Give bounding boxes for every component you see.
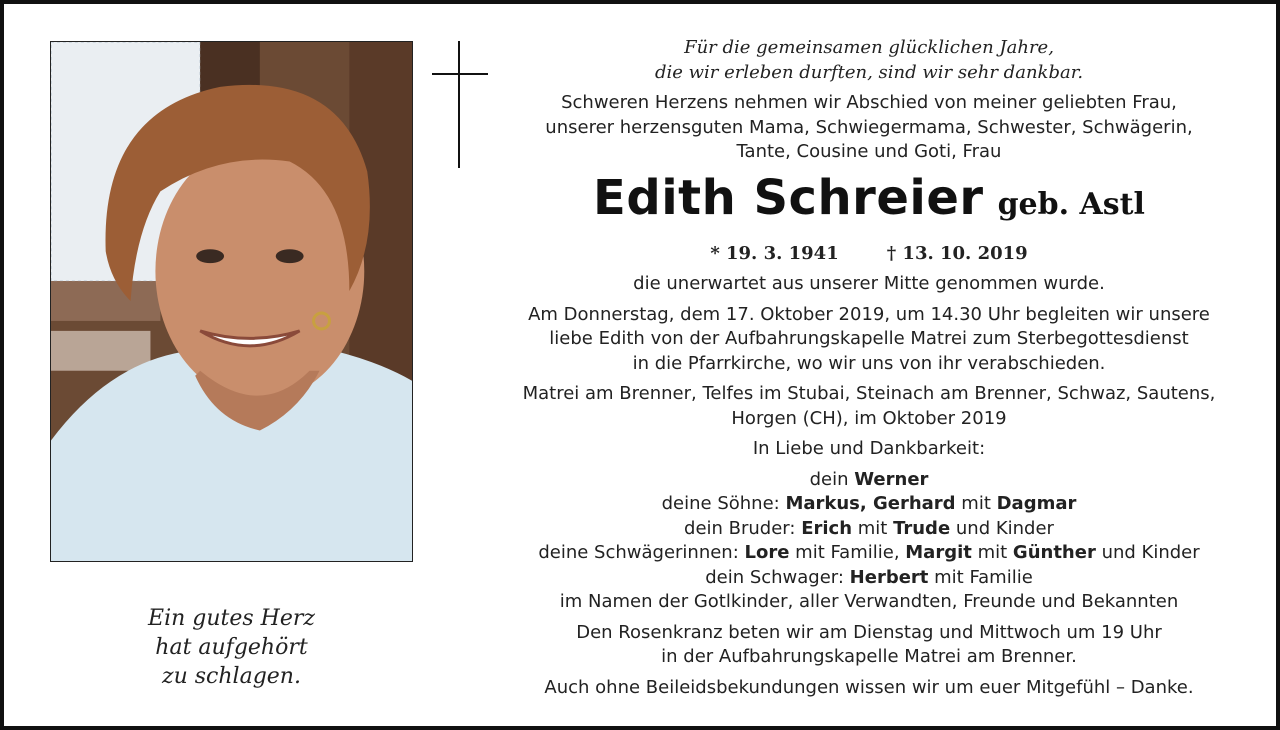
announcement-line: Schweren Herzens nehmen wir Abschied von meiner geliebten Frau, (561, 92, 1177, 113)
rosary-line: Den Rosenkranz beten wir am Dienstag und Mittwoch um 19 Uhr (576, 621, 1162, 643)
funeral-line: in die Pfarrkirche, wo wir uns von ihr verabschieden. (632, 352, 1106, 374)
thanks-line: Auch ohne Beileidsbekundungen wissen wir um euer Mitgefühl – Danke. (544, 676, 1194, 698)
family-text: mit (852, 517, 894, 539)
family-text: dein (809, 468, 855, 490)
family-name: Herbert (849, 566, 929, 588)
announcement-line: unserer herzensguten Mama, Schwiegermama, Schwester, Schwägerin, (545, 116, 1193, 138)
love-line: In Liebe und Dankbarkeit: (752, 438, 986, 459)
family-sisters-in-law (484, 541, 1254, 566)
family-text: dein Bruder: (684, 517, 802, 539)
funeral-info (484, 303, 1254, 377)
rosary (484, 621, 1254, 670)
caption-line: Ein gutes Herz (148, 606, 315, 631)
deceased-name: Edith Schreier (593, 169, 984, 226)
family-text: mit Familie, (789, 542, 906, 563)
places-line: Matrei am Brenner, Telfes im Stubai, Steinach am Brenner, Schwaz, Sautens, (522, 383, 1216, 404)
family-text: dein Schwager: (705, 566, 850, 588)
family-text: mit Familie (928, 566, 1033, 588)
announcement (484, 91, 1254, 165)
family-name: Erich (801, 517, 853, 539)
deceased-name-line (484, 167, 1254, 240)
family-text: und Kinder (1095, 542, 1200, 563)
family-name: Markus, Gerhard (785, 493, 956, 514)
portrait-image (51, 42, 412, 561)
caption (50, 604, 413, 691)
taken-line: die unerwartet aus unserer Mitte genommen wurde. (633, 273, 1105, 294)
places-line: Horgen (CH), im Oktober 2019 (731, 407, 1007, 429)
maiden-name: geb. Astl (997, 186, 1145, 222)
family-brother-in-law (484, 566, 1254, 591)
family-sons (484, 492, 1254, 517)
rosary-line: in der Aufbahrungskapelle Matrei am Brenner. (661, 646, 1077, 667)
family-text: deine Schwägerinnen: (538, 542, 745, 563)
life-dates (484, 242, 1254, 267)
family-text: deine Söhne: (661, 493, 786, 514)
family-name: Dagmar (996, 493, 1077, 514)
funeral-line: Am Donnerstag, dem 17. Oktober 2019, um 14.30 Uhr begleiten wir unsere (528, 303, 1210, 325)
family-brother (484, 517, 1254, 542)
family-list (484, 468, 1254, 615)
family-werner (484, 468, 1254, 493)
family-text: mit (971, 542, 1013, 563)
family-name: Günther (1012, 542, 1096, 563)
cross-icon (432, 41, 488, 169)
portrait-photo (50, 41, 413, 562)
family-text: und Kinder (950, 517, 1054, 539)
caption-line: zu schlagen. (162, 664, 301, 689)
announcement-line: Tante, Cousine und Goti, Frau (736, 141, 1002, 162)
quote-line: die wir erleben durften, sind wir sehr dankbar. (654, 61, 1084, 83)
quote-line: Für die gemeinsamen glücklichen Jahre, (684, 37, 1054, 58)
caption-line: hat aufgehört (155, 635, 308, 660)
family-text: mit (955, 493, 997, 514)
death-date: † 13. 10. 2019 (886, 242, 1028, 264)
obituary-text (484, 36, 1254, 700)
birth-date: * 19. 3. 1941 (710, 242, 839, 264)
family-others: im Namen der Gotlkinder, aller Verwandten, Freunde und Bekannten (559, 591, 1179, 612)
family-name: Margit (905, 542, 972, 563)
family-name: Lore (744, 542, 790, 563)
family-name: Werner (854, 468, 929, 490)
funeral-line: liebe Edith von der Aufbahrungskapelle Matrei zum Sterbegottesdienst (549, 328, 1189, 349)
quote (484, 36, 1254, 85)
family-name: Trude (893, 517, 951, 539)
places (484, 382, 1254, 431)
